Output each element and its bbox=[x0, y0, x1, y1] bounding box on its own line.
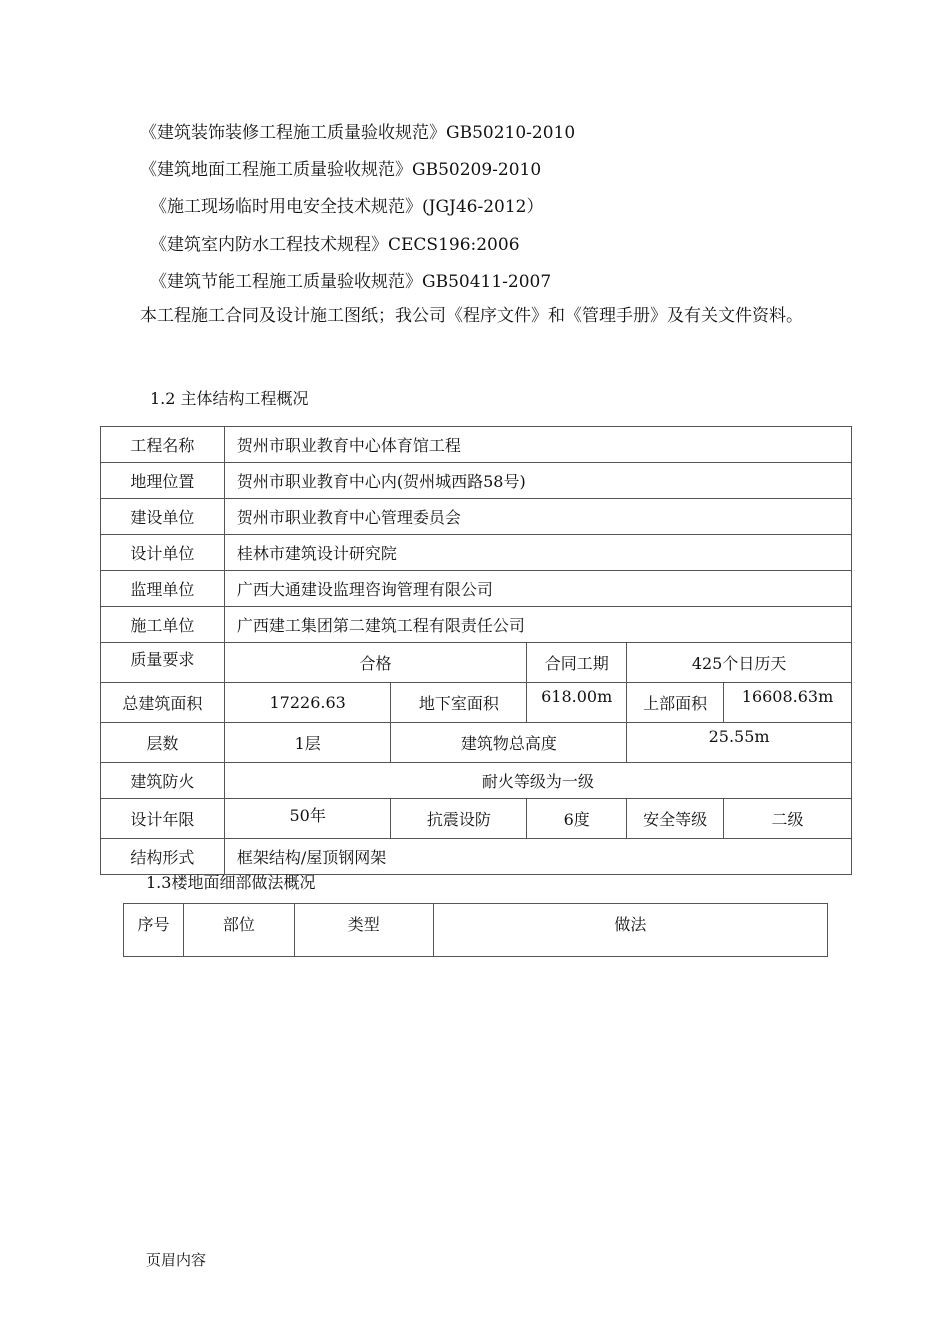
table-row bbox=[101, 499, 852, 535]
table-cell: 二级 bbox=[724, 799, 852, 839]
standard-line: 《建筑室内防水工程技术规程》CECS196:2006 bbox=[150, 235, 520, 255]
page-header-placeholder: 页眉内容 bbox=[146, 1251, 207, 1269]
table-cell: 地下室面积 bbox=[391, 683, 527, 723]
table-header-cell: 序号 bbox=[124, 904, 184, 957]
table-header-cell: 做法 bbox=[433, 904, 827, 957]
table-cell: 广西大通建设监理咨询管理有限公司 bbox=[224, 571, 851, 607]
table-header-cell: 部位 bbox=[183, 904, 294, 957]
standard-line: 《建筑装饰装修工程施工质量验收规范》GB50210-2010 bbox=[140, 123, 576, 143]
table-header-row bbox=[124, 904, 828, 957]
table-cell: 16608.63m bbox=[724, 683, 852, 723]
table-cell: 425个日历天 bbox=[627, 643, 852, 683]
section-heading-1-2: 1.2 主体结构工程概况 bbox=[150, 389, 309, 408]
table-row bbox=[101, 607, 852, 643]
table-cell: 监理单位 bbox=[101, 571, 225, 607]
floor-detail-table bbox=[123, 903, 828, 957]
table-row bbox=[101, 683, 852, 723]
structure-overview-table bbox=[100, 426, 852, 875]
table-row bbox=[101, 643, 852, 683]
table-cell: 质量要求 bbox=[101, 643, 225, 683]
table-cell: 50年 bbox=[224, 799, 391, 839]
table-row bbox=[101, 799, 852, 839]
table-cell: 25.55m bbox=[627, 723, 852, 763]
table-cell: 广西建工集团第二建筑工程有限责任公司 bbox=[224, 607, 851, 643]
table-cell: 桂林市建筑设计研究院 bbox=[224, 535, 851, 571]
table-cell: 贺州市职业教育中心体育馆工程 bbox=[224, 427, 851, 463]
table-cell: 建设单位 bbox=[101, 499, 225, 535]
table-cell: 安全等级 bbox=[627, 799, 724, 839]
table-row bbox=[101, 723, 852, 763]
table-cell: 地理位置 bbox=[101, 463, 225, 499]
table-cell: 层数 bbox=[101, 723, 225, 763]
table-cell: 1层 bbox=[224, 723, 391, 763]
table-cell: 合同工期 bbox=[527, 643, 627, 683]
table-row bbox=[101, 535, 852, 571]
reference-paragraph: 本工程施工合同及设计施工图纸；我公司《程序文件》和《管理手册》及有关文件资料。 bbox=[140, 306, 803, 326]
table-cell: 设计年限 bbox=[101, 799, 225, 839]
table-cell: 设计单位 bbox=[101, 535, 225, 571]
table-row bbox=[101, 463, 852, 499]
standard-line: 《建筑地面工程施工质量验收规范》GB50209-2010 bbox=[140, 160, 542, 180]
table-cell: 建筑物总高度 bbox=[391, 723, 627, 763]
table-cell: 框架结构/屋顶钢网架 bbox=[224, 839, 851, 875]
table-row bbox=[101, 427, 852, 463]
standard-line: 《建筑节能工程施工质量验收规范》GB50411-2007 bbox=[150, 272, 552, 292]
table-cell: 6度 bbox=[527, 799, 627, 839]
table-cell: 618.00m bbox=[527, 683, 627, 723]
standard-line: 《施工现场临时用电安全技术规范》(JGJ46-2012） bbox=[150, 197, 544, 217]
table-header-cell: 类型 bbox=[294, 904, 433, 957]
table-cell: 耐火等级为一级 bbox=[224, 763, 851, 799]
table-row bbox=[101, 571, 852, 607]
table-cell: 工程名称 bbox=[101, 427, 225, 463]
table-cell: 建筑防火 bbox=[101, 763, 225, 799]
table-cell: 合格 bbox=[224, 643, 526, 683]
table-cell: 贺州市职业教育中心管理委员会 bbox=[224, 499, 851, 535]
table-cell: 上部面积 bbox=[627, 683, 724, 723]
table-cell: 总建筑面积 bbox=[101, 683, 225, 723]
table-cell: 结构形式 bbox=[101, 839, 225, 875]
table-cell: 17226.63 bbox=[224, 683, 391, 723]
table-cell: 贺州市职业教育中心内(贺州城西路58号) bbox=[224, 463, 851, 499]
table-cell: 施工单位 bbox=[101, 607, 225, 643]
table-row bbox=[101, 763, 852, 799]
table-cell: 抗震设防 bbox=[391, 799, 527, 839]
section-heading-1-3: 1.3楼地面细部做法概况 bbox=[146, 873, 316, 892]
